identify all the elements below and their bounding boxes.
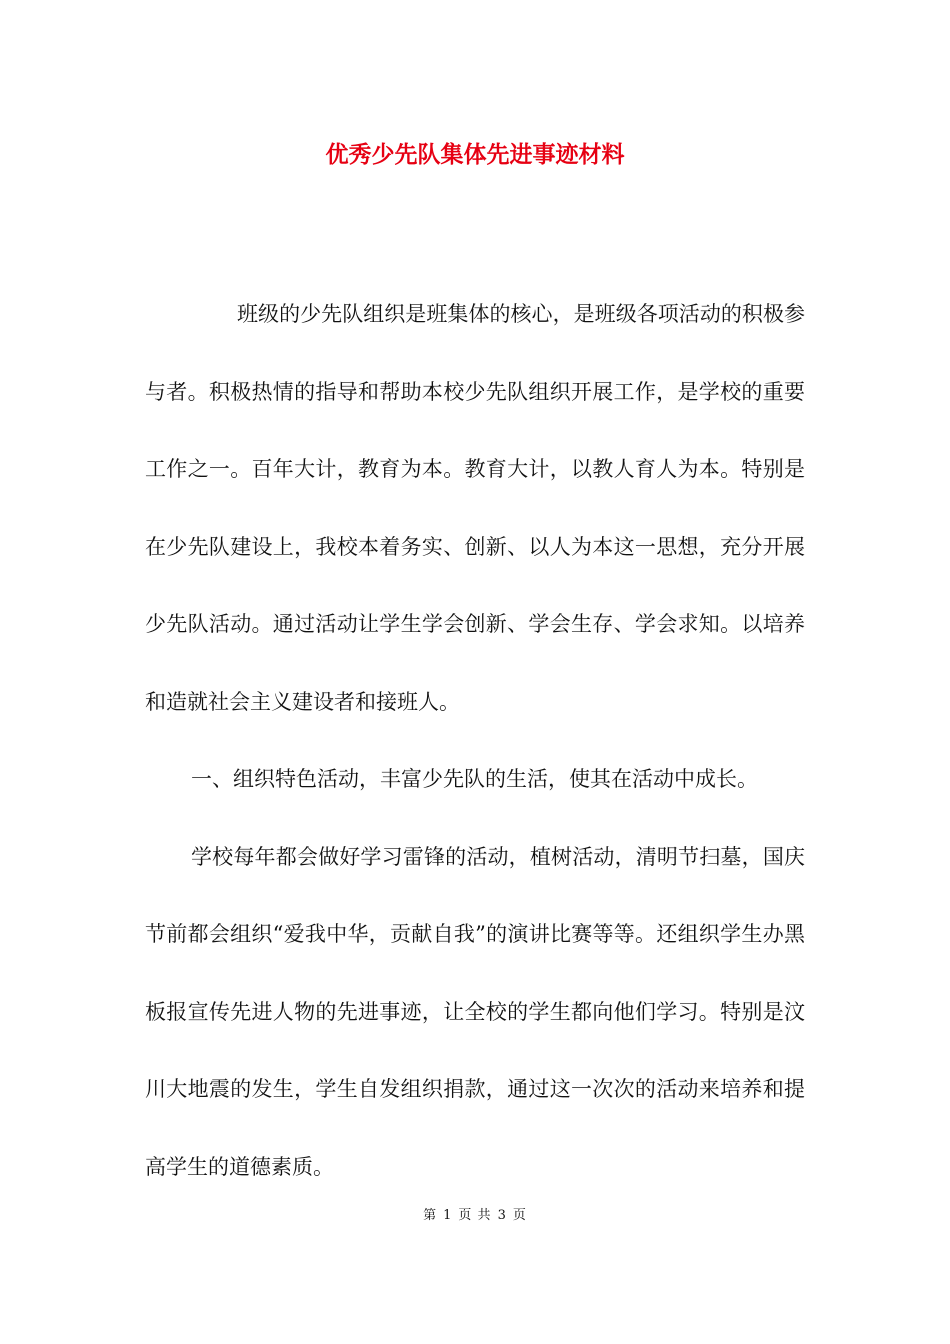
footer-current-page: 1: [443, 1208, 453, 1223]
footer-mid: 页 共: [458, 1208, 492, 1223]
footer-suffix: 页: [512, 1208, 527, 1223]
paragraph-section-heading: 一、组织特色活动，丰富少先队的生活，使其在活动中成长。: [191, 767, 758, 791]
paragraph-intro: 班级的少先队组织是班集体的核心，是班级各项活动的积极参与者。积极热情的指导和帮助本校少先队组织开展工作，是学校的重要工作之一。百年大计，教育为本。教育大计，以教人育人为本。特别是在少先队建设上，我校本着务实、创新、以人为本这一思想，充分开展少先队活动。通过活动让学生学会创新、学会生存、学会求知。以培养和造就社会主义建设者和接班人。: [145, 302, 805, 714]
page-footer: [0, 1206, 950, 1226]
paragraph-activities: 学校每年都会做好学习雷锋的活动，植树活动，清明节扫墓，国庆节前都会组织“爱我中华，贡献自我”的演讲比赛等等。还组织学生办黑板报宣传先进人物的先进事迹，让全校的学生都向他们学习。特别是汶川大地震的发生，学生自发组织捐款，通过这一次次的活动来培养和提高学生的道德素质。: [145, 844, 805, 1179]
document-body: [145, 276, 805, 1206]
document-title: 优秀少先队集体先进事迹材料: [325, 141, 625, 168]
footer-total-pages: 3: [497, 1208, 507, 1223]
footer-prefix: 第: [423, 1208, 438, 1223]
